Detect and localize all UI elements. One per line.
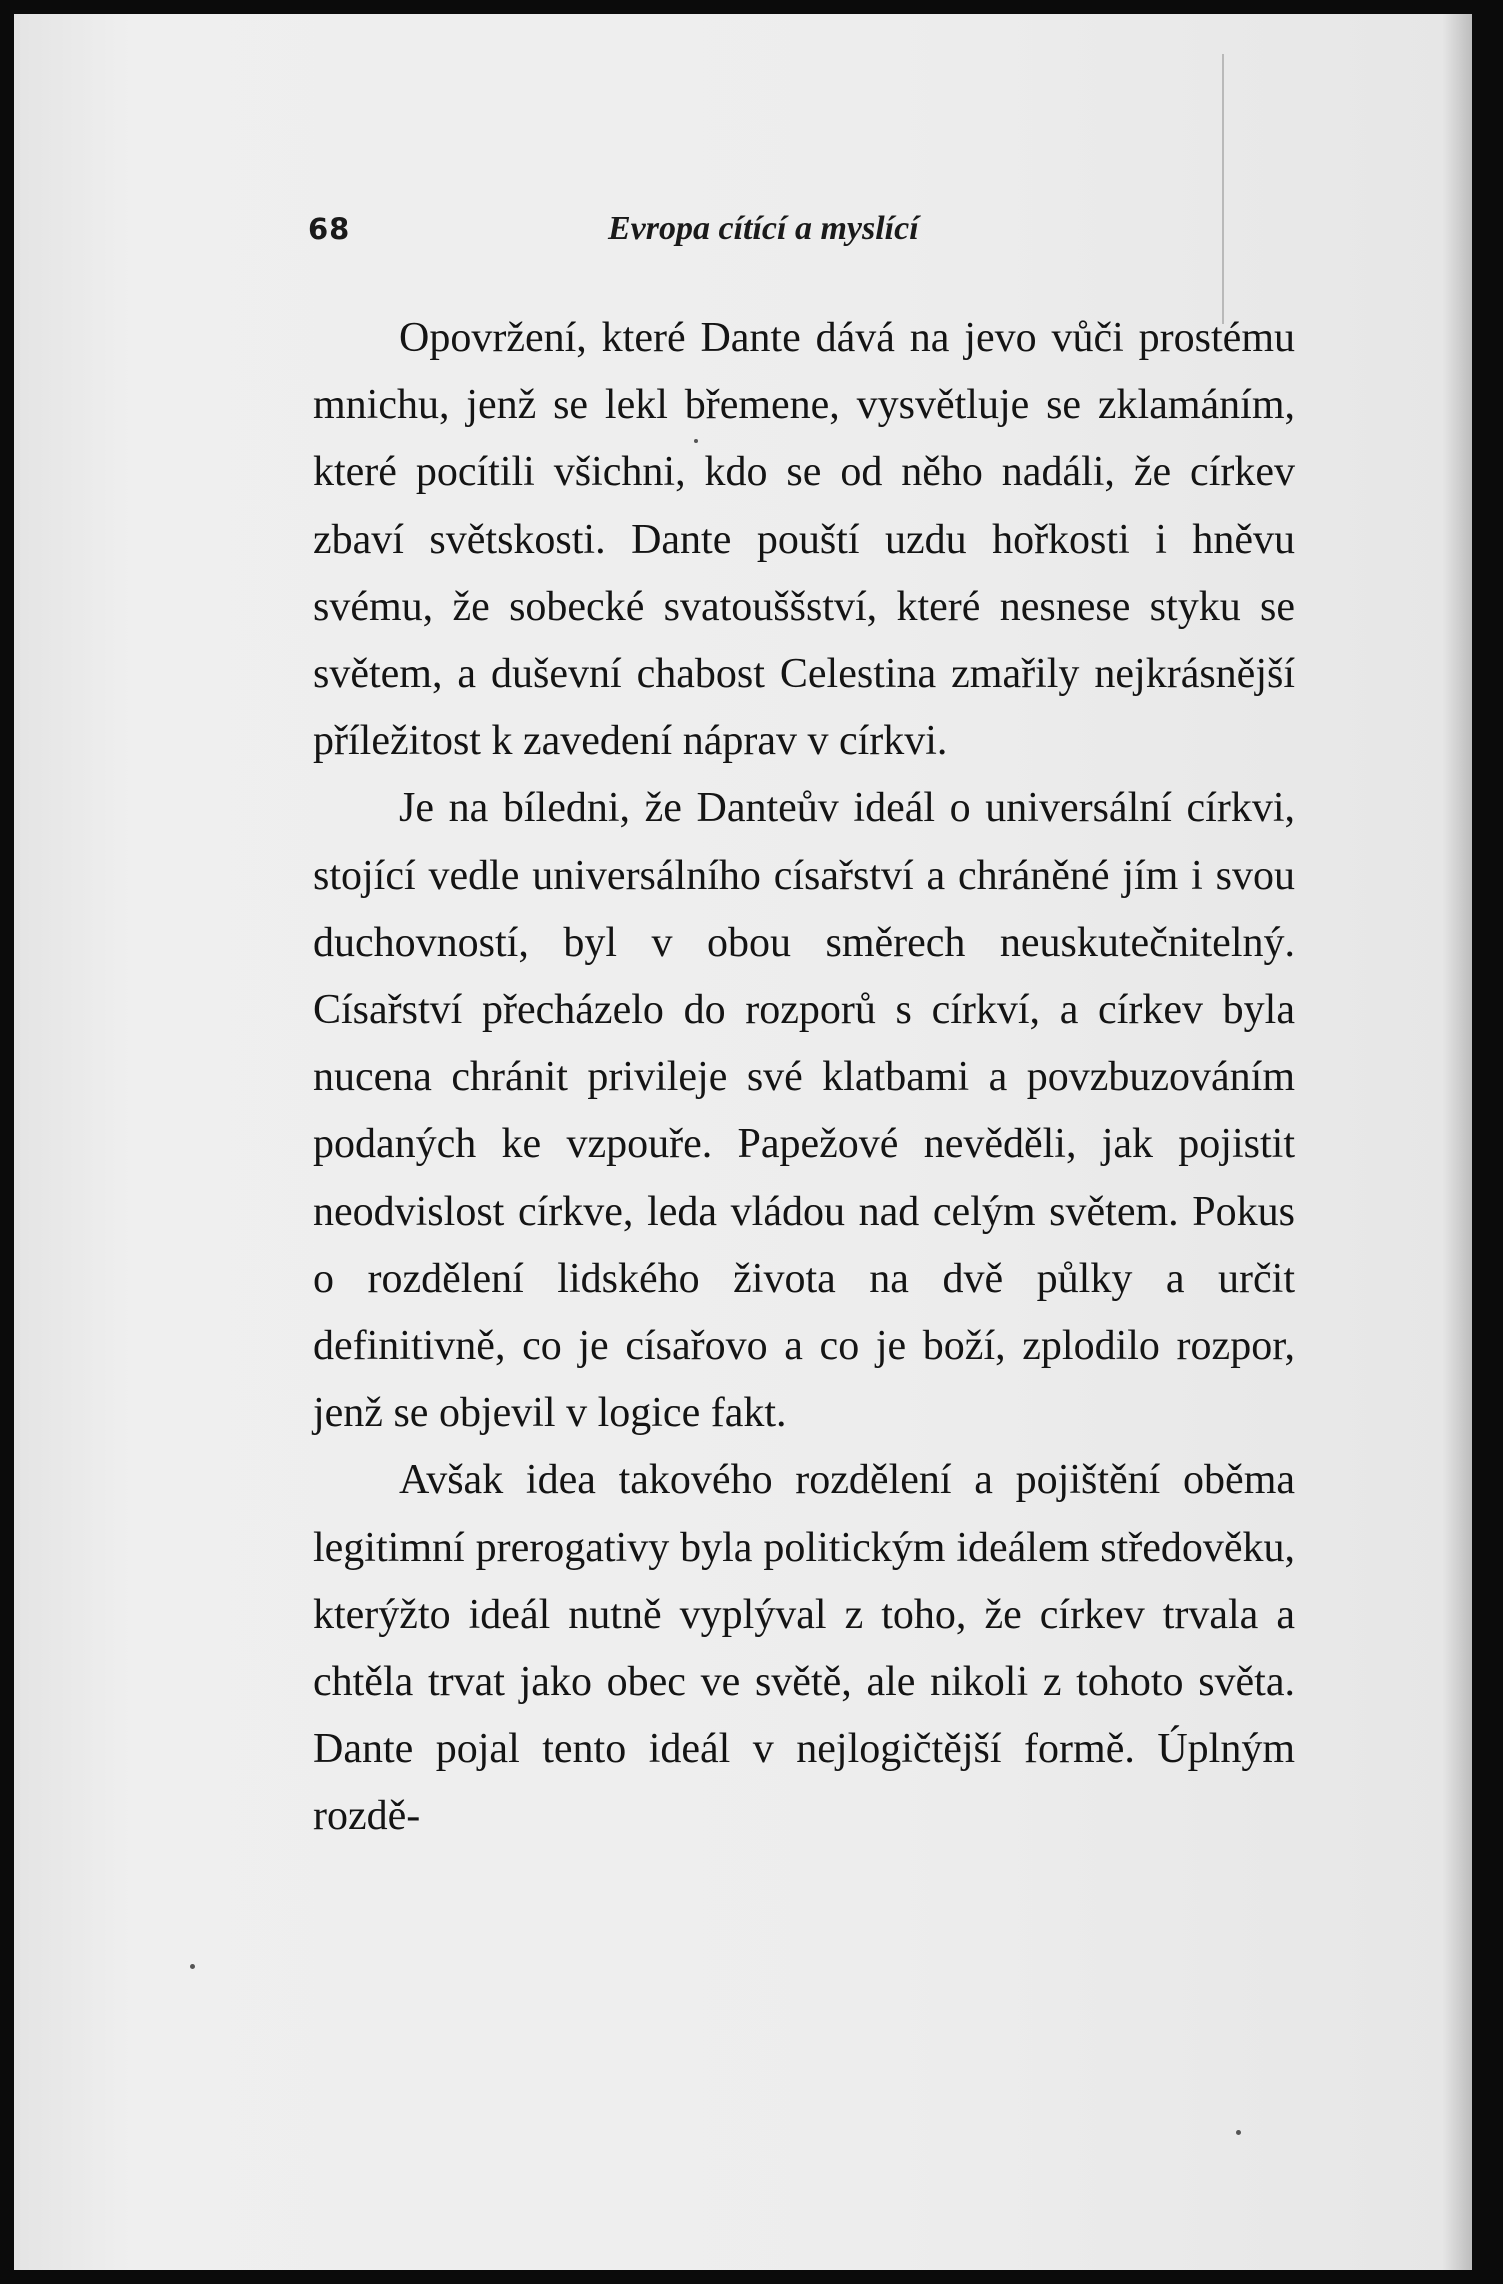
paragraph: Avšak idea takového rozdělení a pojištění oběma legitimní prerogativy byla politickým ideálem středověku, kterýžto ideál nutně vyplýval z toho, že církev trvala a chtěla trvat jako obec ve světě, ale nikoli z tohoto světa. Dante pojal tento ideál v nejlogičtější formě. Úplným rozdě- <box>313 1457 1295 1840</box>
running-head <box>308 212 1048 266</box>
paragraph: Je na bíledni, že Danteův ideál o universální církvi, stojící vedle universálního císařství a chráněné jím i svou duchovností, byl v obou směrech neuskutečnitelný. Císařství přecházelo do rozporů s církví, a církev byla nucena chránit privileje své klatbami a povzbuzováním podaných ke vzpouře. Papežové nevěděli, jak pojistit neodvislost církve, leda vládou nad celým světem. Pokus o rozdělení lidského života na dvě půlky a určit definitivně, co je císařovo a co je boží, zplodilo rozpor, jenž se objevil v logice fakt. <box>313 785 1295 1437</box>
dust-speck <box>190 1964 195 1969</box>
binding-shadow <box>1442 14 1472 2270</box>
body-text <box>313 305 1295 1851</box>
dust-speck <box>1236 2130 1241 2135</box>
running-title: Evropa cítící a myslící <box>608 210 919 247</box>
paragraph: Opovržení, které Dante dává na jevo vůči prostému mnichu, jenž se lekl břemene, vysvětluje se zklamáním, které pocítili všichni, kdo se od něho nadáli, že církev zbaví světskosti. Dante pouští uzdu hořkosti i hněvu svému, že sobecké svatouššství, které nesnese styku se světem, a duševní chabost Celestina zmařily nejkrásnější příležitost k zavedení náprav v církvi. <box>313 315 1295 765</box>
page-edge-line <box>1222 54 1224 324</box>
page-number: 68 <box>308 212 351 246</box>
